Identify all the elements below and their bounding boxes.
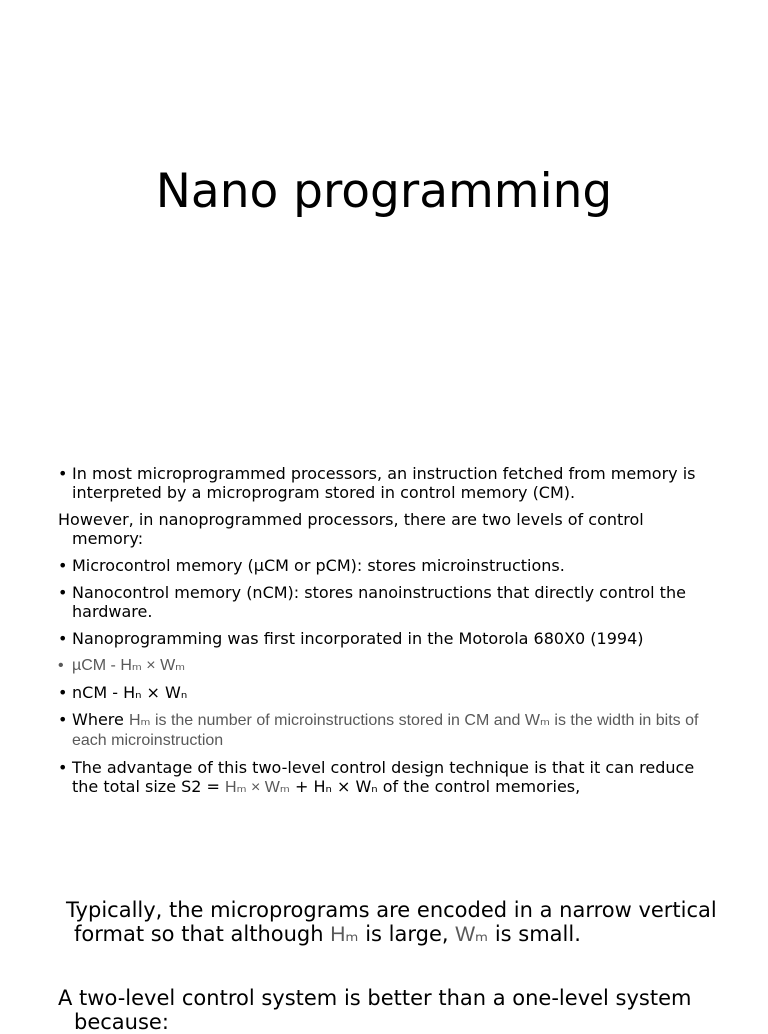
paragraph-text: However, in nanoprogrammed processors, there are two levels of control memory: xyxy=(58,510,644,548)
bullet-item xyxy=(58,758,718,797)
bullet-icon: • xyxy=(58,758,68,777)
formula-term: Wₘ xyxy=(455,923,489,946)
bullet-text: Nanocontrol memory (nCM): stores nanoinstructions that directly control the hardware. xyxy=(72,583,686,621)
bullet-icon: • xyxy=(58,629,68,648)
paragraph-text: is small. xyxy=(494,922,581,946)
bullet-icon: • xyxy=(58,710,68,729)
bullet-item xyxy=(58,656,718,675)
paragraph xyxy=(58,510,718,548)
bullet-text: In most microprogrammed processors, an instruction fetched from memory is interpreted by a microprogram stored in control memory (CM). xyxy=(72,464,696,502)
paragraph-text: is large, xyxy=(365,922,449,946)
bullet-text: Microcontrol memory (µCM or pCM): stores microinstructions. xyxy=(72,556,565,575)
formula-term: Hₘ × Wₘ xyxy=(225,779,290,796)
bullet-text: µCM - Hₘ × Wₘ xyxy=(72,657,186,674)
bullet-text: Nanoprogramming was first incorporated in the Motorola 680X0 (1994) xyxy=(72,629,644,648)
bullet-item xyxy=(58,464,718,502)
paragraph-text: A two-level control system is better than a one-level system because: xyxy=(58,986,692,1034)
formula-term: Hₘ xyxy=(330,923,359,946)
bullet-text-detail: Hₘ is the number of microinstructions stored in CM and Wₘ is the width in bits of each microinstruction xyxy=(72,712,699,749)
bullet-text-lead: Where xyxy=(72,710,124,729)
bullet-list xyxy=(58,464,718,797)
bullet-icon: • xyxy=(58,464,68,483)
bullet-text: nCM - Hₙ × Wₙ xyxy=(72,683,188,702)
bullet-icon: • xyxy=(58,683,68,702)
bullet-item xyxy=(58,583,718,621)
bullet-icon: • xyxy=(58,583,68,602)
bullet-item xyxy=(58,710,718,750)
bullet-icon: • xyxy=(58,657,64,674)
paragraph-text: Typically, the microprograms are encoded in a narrow vertical format so that although xyxy=(66,898,717,946)
bullet-text-tail: + Hₙ × Wₙ of the control memories, xyxy=(294,777,581,796)
paragraph-typically xyxy=(58,898,754,947)
slide-title: Nano programming xyxy=(155,164,613,219)
bullet-item xyxy=(58,683,718,702)
bullet-item xyxy=(58,629,752,648)
bullet-item xyxy=(58,556,718,575)
bullet-icon: • xyxy=(58,556,68,575)
bullet-text-lead: The advantage of this two-level control design technique is that it can reduce the total size S2 = xyxy=(72,758,695,796)
paragraph-two-level xyxy=(58,986,754,1034)
